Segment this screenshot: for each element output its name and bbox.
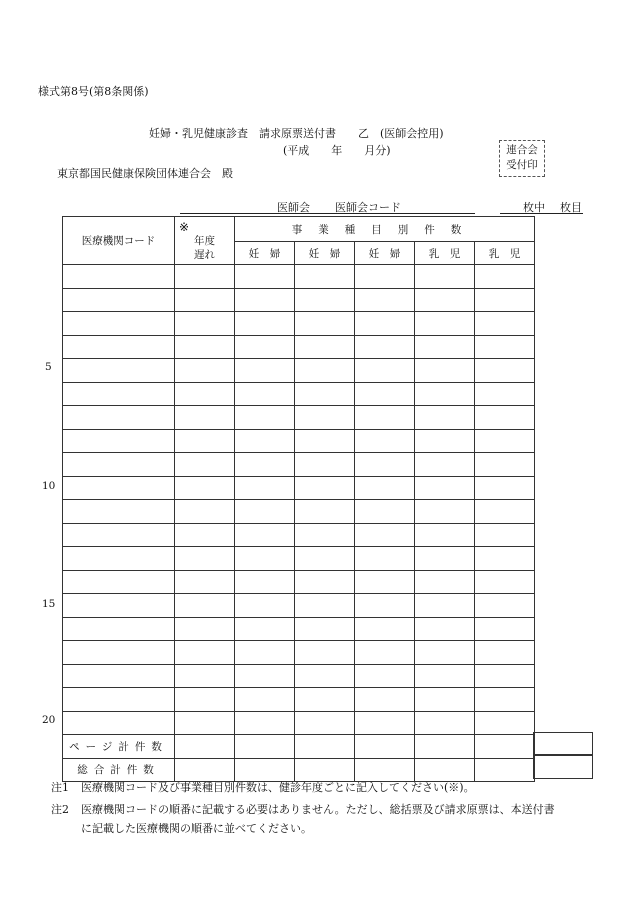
entry-cell[interactable] — [63, 617, 175, 641]
entry-rows — [63, 265, 535, 735]
entry-cell[interactable] — [295, 570, 355, 594]
entry-cell[interactable] — [415, 547, 475, 571]
entry-cell[interactable] — [295, 500, 355, 524]
entry-cell[interactable] — [295, 382, 355, 406]
entry-cell[interactable] — [475, 594, 535, 618]
entry-cell[interactable] — [475, 664, 535, 688]
grand-total-side-box[interactable] — [533, 755, 593, 779]
table-row — [63, 547, 535, 571]
entry-cell[interactable] — [175, 570, 235, 594]
note-2-text: 医療機関コードの順番に記載する必要はありません。ただし、総括票及び請求原票は、本送付書 — [81, 803, 555, 816]
entry-cell[interactable] — [235, 288, 295, 312]
table-row — [63, 429, 535, 453]
sheet-count-label: 枚中 — [523, 201, 545, 214]
entry-cell[interactable] — [475, 641, 535, 665]
page-total-cell[interactable] — [415, 735, 475, 759]
page-total-side-box[interactable] — [533, 732, 593, 755]
entry-cell[interactable] — [295, 594, 355, 618]
asterisk-mark: ※ — [179, 219, 190, 234]
entry-cell[interactable] — [175, 688, 235, 712]
entry-cell[interactable] — [295, 476, 355, 500]
subheader-ninpu-2: 妊 婦 — [295, 242, 355, 265]
entry-cell[interactable] — [63, 382, 175, 406]
table-row — [63, 265, 535, 289]
stamp-line-2: 受付印 — [506, 159, 538, 171]
entry-cell[interactable] — [175, 500, 235, 524]
entry-cell[interactable] — [355, 547, 415, 571]
table-row — [63, 711, 535, 735]
entry-cell[interactable] — [63, 711, 175, 735]
entry-cell[interactable] — [415, 500, 475, 524]
entry-cell[interactable] — [175, 382, 235, 406]
entry-cell[interactable] — [63, 594, 175, 618]
table-row — [63, 476, 535, 500]
entry-cell[interactable] — [235, 500, 295, 524]
entry-cell[interactable] — [475, 382, 535, 406]
entry-cell[interactable] — [63, 453, 175, 477]
entry-cell[interactable] — [355, 594, 415, 618]
entry-cell[interactable] — [415, 641, 475, 665]
form-title: 妊婦・乳児健康診査 請求原票送付書 乙 (医師会控用) — [149, 127, 444, 140]
entry-cell[interactable] — [355, 288, 415, 312]
entry-cell[interactable] — [175, 406, 235, 430]
entry-cell[interactable] — [475, 688, 535, 712]
entry-cell[interactable] — [415, 406, 475, 430]
entry-cell[interactable] — [63, 547, 175, 571]
table-row — [63, 500, 535, 524]
grand-total-label: 総合計件数 — [63, 758, 175, 782]
entry-cell[interactable] — [235, 594, 295, 618]
entry-cell[interactable] — [63, 664, 175, 688]
entry-cell[interactable] — [475, 476, 535, 500]
entry-cell[interactable] — [355, 664, 415, 688]
entry-cell[interactable] — [235, 617, 295, 641]
entry-cell[interactable] — [175, 641, 235, 665]
late-label: 遅れ — [194, 248, 215, 261]
entry-cell[interactable] — [63, 429, 175, 453]
entry-cell[interactable] — [175, 429, 235, 453]
entry-cell[interactable] — [295, 547, 355, 571]
entry-cell[interactable] — [475, 335, 535, 359]
entry-cell[interactable] — [63, 312, 175, 336]
subheader-nyuji-1: 乳 児 — [415, 242, 475, 265]
ishikai-label: 医師会 — [277, 201, 310, 214]
entry-cell[interactable] — [475, 711, 535, 735]
entry-cell[interactable] — [475, 312, 535, 336]
entry-cell[interactable] — [175, 547, 235, 571]
entry-cell[interactable] — [295, 406, 355, 430]
entry-cell[interactable] — [415, 453, 475, 477]
row-number-20: 20 — [42, 714, 56, 726]
entry-cell[interactable] — [355, 641, 415, 665]
entry-cell[interactable] — [295, 312, 355, 336]
page-total-cell[interactable] — [475, 735, 535, 759]
entry-cell[interactable] — [63, 359, 175, 383]
entry-cell[interactable] — [175, 523, 235, 547]
entry-cell[interactable] — [295, 664, 355, 688]
entry-cell[interactable] — [63, 641, 175, 665]
note-1-text: 医療機関コード及び事業種目別件数は、健診年度ごとに記入してください(※)。 — [81, 781, 475, 794]
entry-cell[interactable] — [415, 664, 475, 688]
entry-cell[interactable] — [175, 711, 235, 735]
entry-cell[interactable] — [415, 594, 475, 618]
entry-cell[interactable] — [475, 288, 535, 312]
entry-cell[interactable] — [355, 312, 415, 336]
entry-cell[interactable] — [355, 500, 415, 524]
header-year-late — [175, 217, 235, 265]
entry-cell[interactable] — [63, 570, 175, 594]
entry-cell[interactable] — [63, 523, 175, 547]
entry-cell[interactable] — [475, 453, 535, 477]
entry-cell[interactable] — [415, 688, 475, 712]
entry-cell[interactable] — [63, 335, 175, 359]
entry-cell[interactable] — [355, 617, 415, 641]
entry-cell[interactable] — [475, 570, 535, 594]
entry-cell[interactable] — [355, 476, 415, 500]
entry-cell[interactable] — [475, 265, 535, 289]
entry-cell[interactable] — [355, 335, 415, 359]
page-total-label: ページ計件数 — [63, 735, 175, 759]
entry-cell[interactable] — [475, 500, 535, 524]
entry-cell[interactable] — [63, 406, 175, 430]
entry-cell[interactable] — [475, 523, 535, 547]
entry-cell[interactable] — [295, 265, 355, 289]
subheader-ninpu-1: 妊 婦 — [235, 242, 295, 265]
subheader-nyuji-2: 乳 児 — [475, 242, 535, 265]
row-number-5: 5 — [45, 361, 52, 373]
entry-cell[interactable] — [235, 335, 295, 359]
entry-cell[interactable] — [295, 641, 355, 665]
entry-cell[interactable] — [175, 594, 235, 618]
entry-cell[interactable] — [355, 711, 415, 735]
entry-cell[interactable] — [415, 312, 475, 336]
table-row — [63, 617, 535, 641]
entry-cell[interactable] — [235, 382, 295, 406]
entry-cell[interactable] — [63, 688, 175, 712]
grand-total-cell[interactable] — [355, 758, 415, 782]
row-number-10: 10 — [42, 480, 56, 492]
grand-total-cell[interactable] — [235, 758, 295, 782]
submission-table — [62, 216, 535, 782]
entry-cell[interactable] — [295, 335, 355, 359]
entry-cell[interactable] — [63, 288, 175, 312]
entry-cell[interactable] — [235, 265, 295, 289]
note-1 — [51, 780, 475, 796]
entry-cell[interactable] — [235, 453, 295, 477]
entry-cell[interactable] — [415, 570, 475, 594]
entry-cell[interactable] — [175, 312, 235, 336]
entry-cell[interactable] — [475, 359, 535, 383]
page-total-cell[interactable] — [295, 735, 355, 759]
entry-cell[interactable] — [415, 617, 475, 641]
table-row — [63, 406, 535, 430]
sheet-index-label: 枚目 — [560, 201, 582, 214]
entry-cell[interactable] — [235, 641, 295, 665]
form-number: 様式第8号(第8条関係) — [38, 85, 149, 98]
entry-cell[interactable] — [63, 476, 175, 500]
note-2-label: 注2 — [51, 803, 69, 816]
entry-cell[interactable] — [415, 523, 475, 547]
note-1-label: 注1 — [51, 781, 69, 794]
entry-cell[interactable] — [415, 288, 475, 312]
entry-cell[interactable] — [475, 547, 535, 571]
entry-cell[interactable] — [415, 476, 475, 500]
entry-cell[interactable] — [235, 359, 295, 383]
entry-cell[interactable] — [235, 523, 295, 547]
ishikai-code-label: 医師会コード — [335, 201, 401, 214]
table-row — [63, 359, 535, 383]
entry-cell[interactable] — [175, 288, 235, 312]
entry-cell[interactable] — [175, 476, 235, 500]
page-total-cell[interactable] — [235, 735, 295, 759]
entry-cell[interactable] — [295, 688, 355, 712]
entry-cell[interactable] — [295, 711, 355, 735]
entry-cell[interactable] — [415, 382, 475, 406]
entry-cell[interactable] — [475, 406, 535, 430]
row-number-15: 15 — [42, 598, 56, 610]
entry-cell[interactable] — [295, 288, 355, 312]
table-row — [63, 688, 535, 712]
entry-cell[interactable] — [175, 617, 235, 641]
note-2 — [51, 802, 555, 818]
grand-total-cell[interactable] — [175, 758, 235, 782]
entry-cell[interactable] — [63, 500, 175, 524]
entry-cell[interactable] — [235, 711, 295, 735]
entry-cell[interactable] — [415, 335, 475, 359]
entry-cell[interactable] — [295, 523, 355, 547]
table-row — [63, 523, 535, 547]
period-line: (平成 年 月分) — [283, 144, 391, 157]
entry-cell[interactable] — [235, 664, 295, 688]
entry-cell[interactable] — [235, 312, 295, 336]
entry-cell[interactable] — [235, 688, 295, 712]
header-institution-code: 医療機関コード — [63, 217, 175, 265]
entry-cell[interactable] — [235, 570, 295, 594]
entry-cell[interactable] — [415, 711, 475, 735]
table-row — [63, 570, 535, 594]
entry-cell[interactable] — [355, 429, 415, 453]
table-row — [63, 594, 535, 618]
entry-cell[interactable] — [415, 265, 475, 289]
entry-cell[interactable] — [175, 335, 235, 359]
entry-cell[interactable] — [175, 664, 235, 688]
table-row — [63, 312, 535, 336]
entry-cell[interactable] — [355, 570, 415, 594]
entry-cell[interactable] — [415, 429, 475, 453]
entry-cell[interactable] — [355, 688, 415, 712]
table-row — [63, 664, 535, 688]
entry-cell[interactable] — [175, 453, 235, 477]
ishikai-underline — [180, 213, 475, 214]
entry-cell[interactable] — [63, 265, 175, 289]
table-row — [63, 335, 535, 359]
entry-cell[interactable] — [295, 359, 355, 383]
page-total-cell[interactable] — [175, 735, 235, 759]
entry-cell[interactable] — [235, 429, 295, 453]
grand-total-cell[interactable] — [475, 758, 535, 782]
addressee: 東京都国民健康保険団体連合会 殿 — [57, 167, 233, 180]
entry-cell[interactable] — [355, 453, 415, 477]
entry-cell[interactable] — [235, 476, 295, 500]
stamp-line-1: 連合会 — [506, 144, 538, 156]
entry-cell[interactable] — [355, 265, 415, 289]
page-total-cell[interactable] — [355, 735, 415, 759]
entry-cell[interactable] — [295, 429, 355, 453]
table-row — [63, 641, 535, 665]
subheader-ninpu-3: 妊 婦 — [355, 242, 415, 265]
entry-cell[interactable] — [175, 359, 235, 383]
entry-cell[interactable] — [415, 359, 475, 383]
entry-cell[interactable] — [355, 382, 415, 406]
reception-stamp-box — [499, 140, 545, 177]
entry-cell[interactable] — [355, 523, 415, 547]
table-row — [63, 288, 535, 312]
entry-cell[interactable] — [475, 429, 535, 453]
entry-cell[interactable] — [355, 406, 415, 430]
entry-cell[interactable] — [475, 617, 535, 641]
table-row — [63, 382, 535, 406]
entry-cell[interactable] — [355, 359, 415, 383]
entry-cell[interactable] — [175, 265, 235, 289]
grand-total-cell[interactable] — [415, 758, 475, 782]
grand-total-cell[interactable] — [295, 758, 355, 782]
table-row — [63, 453, 535, 477]
note-2-continuation: に記載した医療機関の順番に並べてください。 — [81, 822, 312, 835]
entry-cell[interactable] — [235, 406, 295, 430]
entry-cell[interactable] — [295, 617, 355, 641]
entry-cell[interactable] — [235, 547, 295, 571]
header-category-count: 事業種目別件数 — [235, 217, 535, 242]
year-label: 年度 — [194, 234, 215, 247]
entry-cell[interactable] — [295, 453, 355, 477]
